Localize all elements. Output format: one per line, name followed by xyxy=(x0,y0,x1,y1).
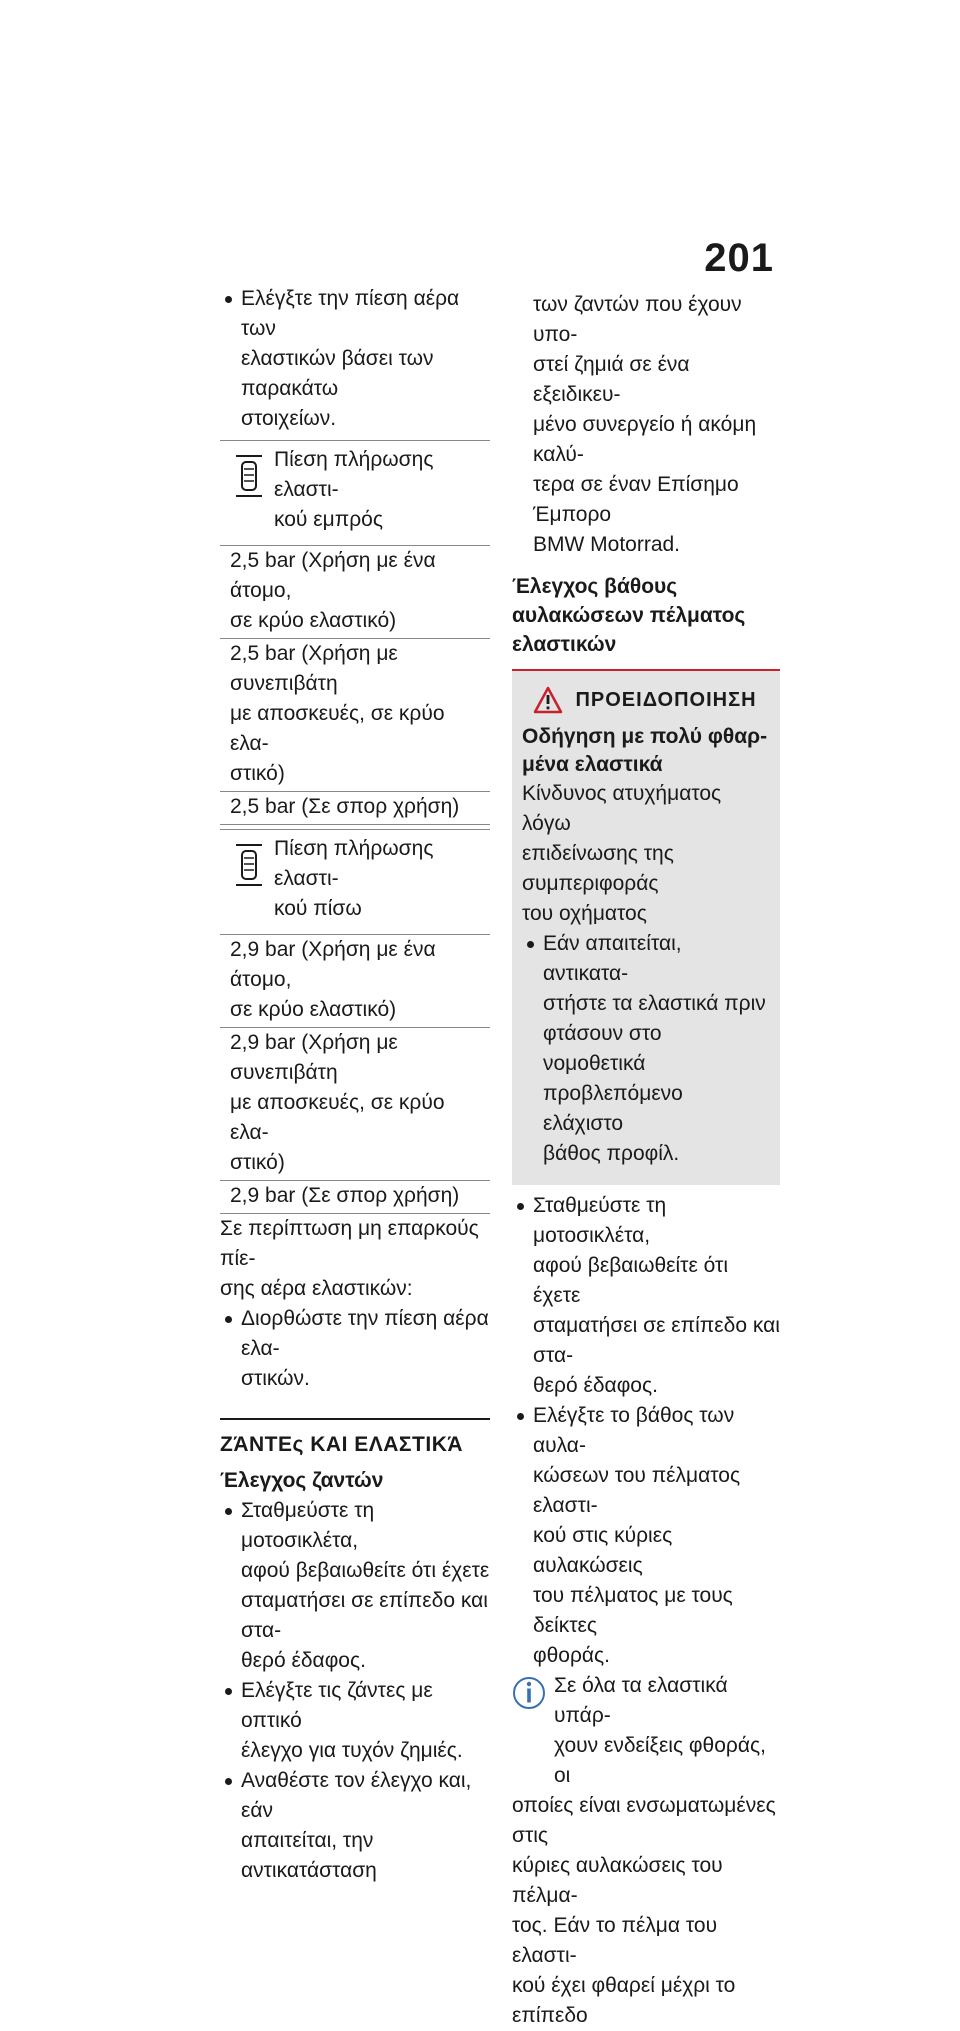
text-line: 2,9 bar (Χρήση με ένα άτομο, xyxy=(230,938,436,991)
text-line: BMW Motorrad. xyxy=(533,533,681,556)
rear-pressure-header xyxy=(220,830,490,935)
table-header-line: Πίεση πλήρωσης ελαστι- xyxy=(274,448,434,501)
front-pressure-table xyxy=(220,440,490,825)
text-line: βάθος προφίλ. xyxy=(543,1142,680,1165)
warning-text xyxy=(522,779,768,929)
text-line: Σε όλα τα ελαστικά υπάρ- xyxy=(554,1674,728,1727)
rim-bullet xyxy=(220,1766,490,1886)
text-line: στικό) xyxy=(230,762,285,785)
table-header-line: Πίεση πλήρωσης ελαστι- xyxy=(274,837,434,890)
section-heading: ΖΆΝΤΕς ΚΑΙ ΕΛΑΣΤΙΚΆ xyxy=(220,1418,490,1460)
text-line: κού έχει φθαρεί μέχρι το επίπεδο xyxy=(512,1974,736,2027)
text-line: μένο συνεργείο ή ακόμη καλύ- xyxy=(533,413,757,466)
text-line: στεί ζημιά σε ένα εξειδικευ- xyxy=(533,353,690,406)
text-line: τος. Εάν το πέλμα του ελαστι- xyxy=(512,1914,718,1967)
tire-pressure-icon xyxy=(234,453,264,499)
text-line: Οδήγηση με πολύ φθαρ- xyxy=(522,725,768,748)
text-line: του πέλματος με τους δείκτες xyxy=(533,1584,733,1637)
rim-bullet xyxy=(220,1676,490,1766)
heading-line: ελαστικών xyxy=(512,633,617,656)
left-column xyxy=(220,284,490,1886)
text-line: Σταθμεύστε τη μοτοσικλέτα, xyxy=(533,1194,667,1247)
text-line: κύριες αυλακώσεις του πέλμα- xyxy=(512,1854,723,1907)
intro-bullet xyxy=(220,284,490,434)
text-line: κού στις κύριες αυλακώσεις xyxy=(533,1524,673,1577)
text-line: Σε περίπτωση μη επαρκούς πίε- xyxy=(220,1217,479,1270)
heading-line: αυλακώσεων πέλματος xyxy=(512,604,746,627)
text-line: απαιτείται, την αντικατάσταση xyxy=(241,1829,377,1882)
text-line: Αναθέστε τον έλεγχο και, εάν xyxy=(241,1769,472,1822)
text-line: Ελέγξτε το βάθος των αυλα- xyxy=(533,1404,735,1457)
tread-bullet xyxy=(512,1191,780,1401)
text-line: 2,5 bar (Χρήση με ένα άτομο, xyxy=(230,549,436,602)
tire-pressure-icon xyxy=(234,842,264,888)
text-line: 2,5 bar (Σε σπορ χρήση) xyxy=(230,795,460,818)
warning-bullet xyxy=(522,929,768,1169)
text-line: προβλεπόμενο ελάχιστο xyxy=(543,1082,683,1135)
text-line: Κίνδυνος ατυχήματος λόγω xyxy=(522,782,722,835)
warning-triangle-icon xyxy=(533,686,563,714)
info-icon xyxy=(512,1673,546,1713)
table-row xyxy=(220,1028,490,1181)
continuation-text xyxy=(512,290,780,560)
text-line: έλεγχο για τυχόν ζημιές. xyxy=(241,1739,463,1762)
heading-line: Έλεγχος βάθους xyxy=(512,575,678,598)
text-line: φτάσουν στο νομοθετικά xyxy=(543,1022,662,1075)
text-line: επιδείνωσης της συμπεριφοράς xyxy=(522,842,674,895)
text-line: στικών. xyxy=(241,1367,310,1390)
text-line: αφού βεβαιωθείτε ότι έχετε xyxy=(241,1559,490,1582)
low-pressure-text xyxy=(220,1214,490,1304)
text-line: στήστε τα ελαστικά πριν xyxy=(543,992,766,1015)
front-pressure-header xyxy=(220,441,490,546)
text-line: φθοράς. xyxy=(533,1644,611,1667)
table-row xyxy=(220,1181,490,1214)
rim-check-heading: Έλεγχος ζαντών xyxy=(220,1469,384,1492)
tread-bullet xyxy=(512,1401,780,1671)
text-line: σε κρύο ελαστικό) xyxy=(230,998,397,1021)
text-line: θερό έδαφος. xyxy=(241,1649,366,1672)
text-line: στικό) xyxy=(230,1151,285,1174)
table-header-line: κού πίσω xyxy=(274,897,362,920)
tread-depth-heading xyxy=(512,572,780,659)
info-note xyxy=(512,1671,780,2031)
text-line: θερό έδαφος. xyxy=(533,1374,658,1397)
low-pressure-bullet xyxy=(220,1304,490,1394)
table-row xyxy=(220,546,490,639)
rim-bullet xyxy=(220,1496,490,1676)
text-line: σταματήσει σε επίπεδο και στα- xyxy=(241,1589,488,1642)
text-line: με αποσκευές, σε κρύο ελα- xyxy=(230,702,445,755)
text-line: του οχήματος xyxy=(522,902,647,925)
text-line: αφού βεβαιωθείτε ότι έχετε xyxy=(533,1254,729,1307)
warning-title-row xyxy=(522,685,768,715)
text-line: τερα σε έναν Επίσημο Έμπορο xyxy=(533,473,739,526)
text-line: 2,5 bar (Χρήση με συνεπιβάτη xyxy=(230,642,398,695)
text-line: οποίες είναι ενσωματωμένες στις xyxy=(512,1794,776,1847)
text-line: Ελέγξτε την πίεση αέρα των xyxy=(241,287,460,340)
warning-title: ΠΡΟΕΙΔΟΠΟΙΗΣΗ xyxy=(575,689,757,711)
text-line: σε κρύο ελαστικό) xyxy=(230,609,397,632)
table-row xyxy=(220,792,490,825)
text-line: Σταθμεύστε τη μοτοσικλέτα, xyxy=(241,1499,375,1552)
text-line: Διορθώστε την πίεση αέρα ελα- xyxy=(241,1307,489,1360)
text-line: με αποσκευές, σε κρύο ελα- xyxy=(230,1091,445,1144)
text-line: 2,9 bar (Σε σπορ χρήση) xyxy=(230,1184,460,1207)
table-header-line: κού εμπρός xyxy=(274,508,383,531)
table-row xyxy=(220,639,490,792)
text-line: ελαστικών βάσει των παρακάτω xyxy=(241,347,434,400)
text-line: σης αέρα ελαστικών: xyxy=(220,1277,413,1300)
text-line: σταματήσει σε επίπεδο και στα- xyxy=(533,1314,780,1367)
page-number: 201 xyxy=(704,236,774,280)
warning-subtitle xyxy=(522,723,768,779)
text-line: στοιχείων. xyxy=(241,407,337,430)
text-line: μένα ελαστικά xyxy=(522,753,663,776)
text-line: 2,9 bar (Χρήση με συνεπιβάτη xyxy=(230,1031,398,1084)
text-line: Εάν απαιτείται, αντικατα- xyxy=(543,932,682,985)
text-line: Ελέγξτε τις ζάντες με οπτικό xyxy=(241,1679,433,1732)
text-line: των ζαντών που έχουν υπο- xyxy=(533,293,742,346)
rear-pressure-table xyxy=(220,829,490,1214)
text-line: χουν ενδείξεις φθοράς, οι xyxy=(554,1734,766,1787)
text-line: κώσεων του πέλματος ελαστι- xyxy=(533,1464,741,1517)
table-row xyxy=(220,935,490,1028)
right-column xyxy=(512,290,780,2031)
warning-box xyxy=(512,671,780,1185)
